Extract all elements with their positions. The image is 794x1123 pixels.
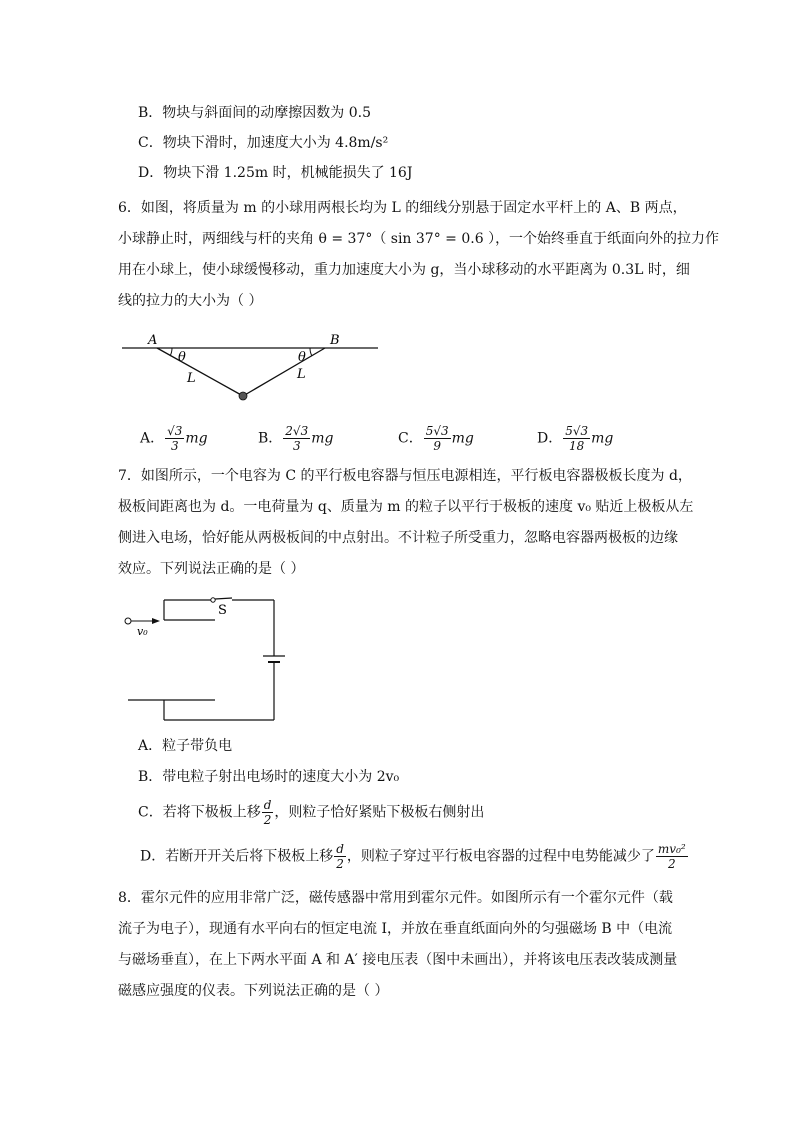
q7-option-c: C．若将下极板上移 $\frac{d}{2}$ ，则粒子恰好紧贴下极板右侧射出 xyxy=(138,798,485,827)
small-ball xyxy=(239,392,247,400)
q8-text-line-3: 与磁场垂直），在上下两水平面 A 和 A′ 接电压表（图中未画出），并将该电压表改装成测量 xyxy=(118,952,678,968)
q6-text-line-4: 线的拉力的大小为（ ） xyxy=(118,293,263,309)
label-theta-right: θ xyxy=(298,350,306,365)
q6-option-a: A． $\frac{√3}{3}$ mg xyxy=(140,424,208,453)
q7-option-a: A．粒子带负电 xyxy=(138,738,233,754)
angle-arc-left xyxy=(170,348,172,356)
q6-text-line-1: 6．如图，将质量为 m 的小球用两根长均为 L 的细线分别悬于固定水平杆上的 A、B 两点， xyxy=(118,200,687,216)
q6-figure xyxy=(0,325,794,425)
switch-contact xyxy=(211,598,215,602)
q6-option-d: D． $\frac{5√3}{18}$ mg xyxy=(537,424,614,453)
velocity-label: v₀ xyxy=(137,625,148,638)
q8-text-line-4: 磁感应强度的仪表。下列说法正确的是（ ） xyxy=(118,983,389,999)
q5-option-c: C．物块下滑时，加速度大小为 4.8m/s² xyxy=(138,135,389,151)
label-a: A xyxy=(148,333,158,348)
q7-option-d: D．若断开开关后将下极板上移 $\frac{d}{2}$ ，则粒子穿过平行板电容器的过程中电势能减少了 $\frac{\text{mv₀²}}{2}$ xyxy=(140,842,686,871)
switch-label: S xyxy=(218,603,227,618)
label-l-right: L xyxy=(297,367,306,382)
q6-text-line-3: 用在小球上，使小球缓慢移动，重力加速度大小为 g，当小球移动的水平距离为 0.3L 时，细 xyxy=(118,262,690,278)
string-right xyxy=(243,348,325,396)
q7-text-line-1: 7．如图所示，一个电容为 C 的平行板电容器与恒压电源相连，平行板电容器极板长度为 d， xyxy=(118,468,692,484)
q5-option-d: D．物块下滑 1.25m 时，机械能损失了 16J xyxy=(138,165,413,181)
q7-circuit-figure xyxy=(0,590,794,730)
q7-text-line-2: 极板间距离也为 d。一电荷量为 q、质量为 m 的粒子以平行于极板的速度 v₀ 贴近上极板从左 xyxy=(118,499,694,515)
charged-particle xyxy=(125,618,131,624)
q7-text-line-3: 侧进入电场，恰好能从两极板间的中点射出。不计粒子所受重力，忽略电容器两极板的边缘 xyxy=(118,530,678,546)
label-b: B xyxy=(330,333,340,348)
q8-text-line-2: 流子为电子），现通有水平向右的恒定电流 I，并放在垂直纸面向外的匀强磁场 B 中（电流 xyxy=(118,921,673,937)
label-l-left: L xyxy=(187,371,196,386)
q5-option-b: B．物块与斜面间的动摩擦因数为 0.5 xyxy=(138,105,372,121)
label-theta-left: θ xyxy=(178,350,186,365)
q6-option-c: C． $\frac{5√3}{9}$ mg xyxy=(398,424,474,453)
q7-text-line-4: 效应。下列说法正确的是（ ） xyxy=(118,561,305,577)
switch-blade xyxy=(215,598,232,599)
q7-option-b: B．带电粒子射出电场时的速度大小为 2v₀ xyxy=(138,769,400,785)
angle-arc-right xyxy=(310,348,312,356)
q8-text-line-1: 8．霍尔元件的应用非常广泛，磁传感器中常用到霍尔元件。如图所示有一个霍尔元件（载 xyxy=(118,890,673,906)
q6-option-b: B． $\frac{2√3}{3}$ mg xyxy=(258,424,334,453)
q6-text-line-2: 小球静止时，两细线与杆的夹角 θ = 37°（ sin 37° = 0.6 ），一个始终垂直于纸面向外的拉力作 xyxy=(118,231,720,247)
